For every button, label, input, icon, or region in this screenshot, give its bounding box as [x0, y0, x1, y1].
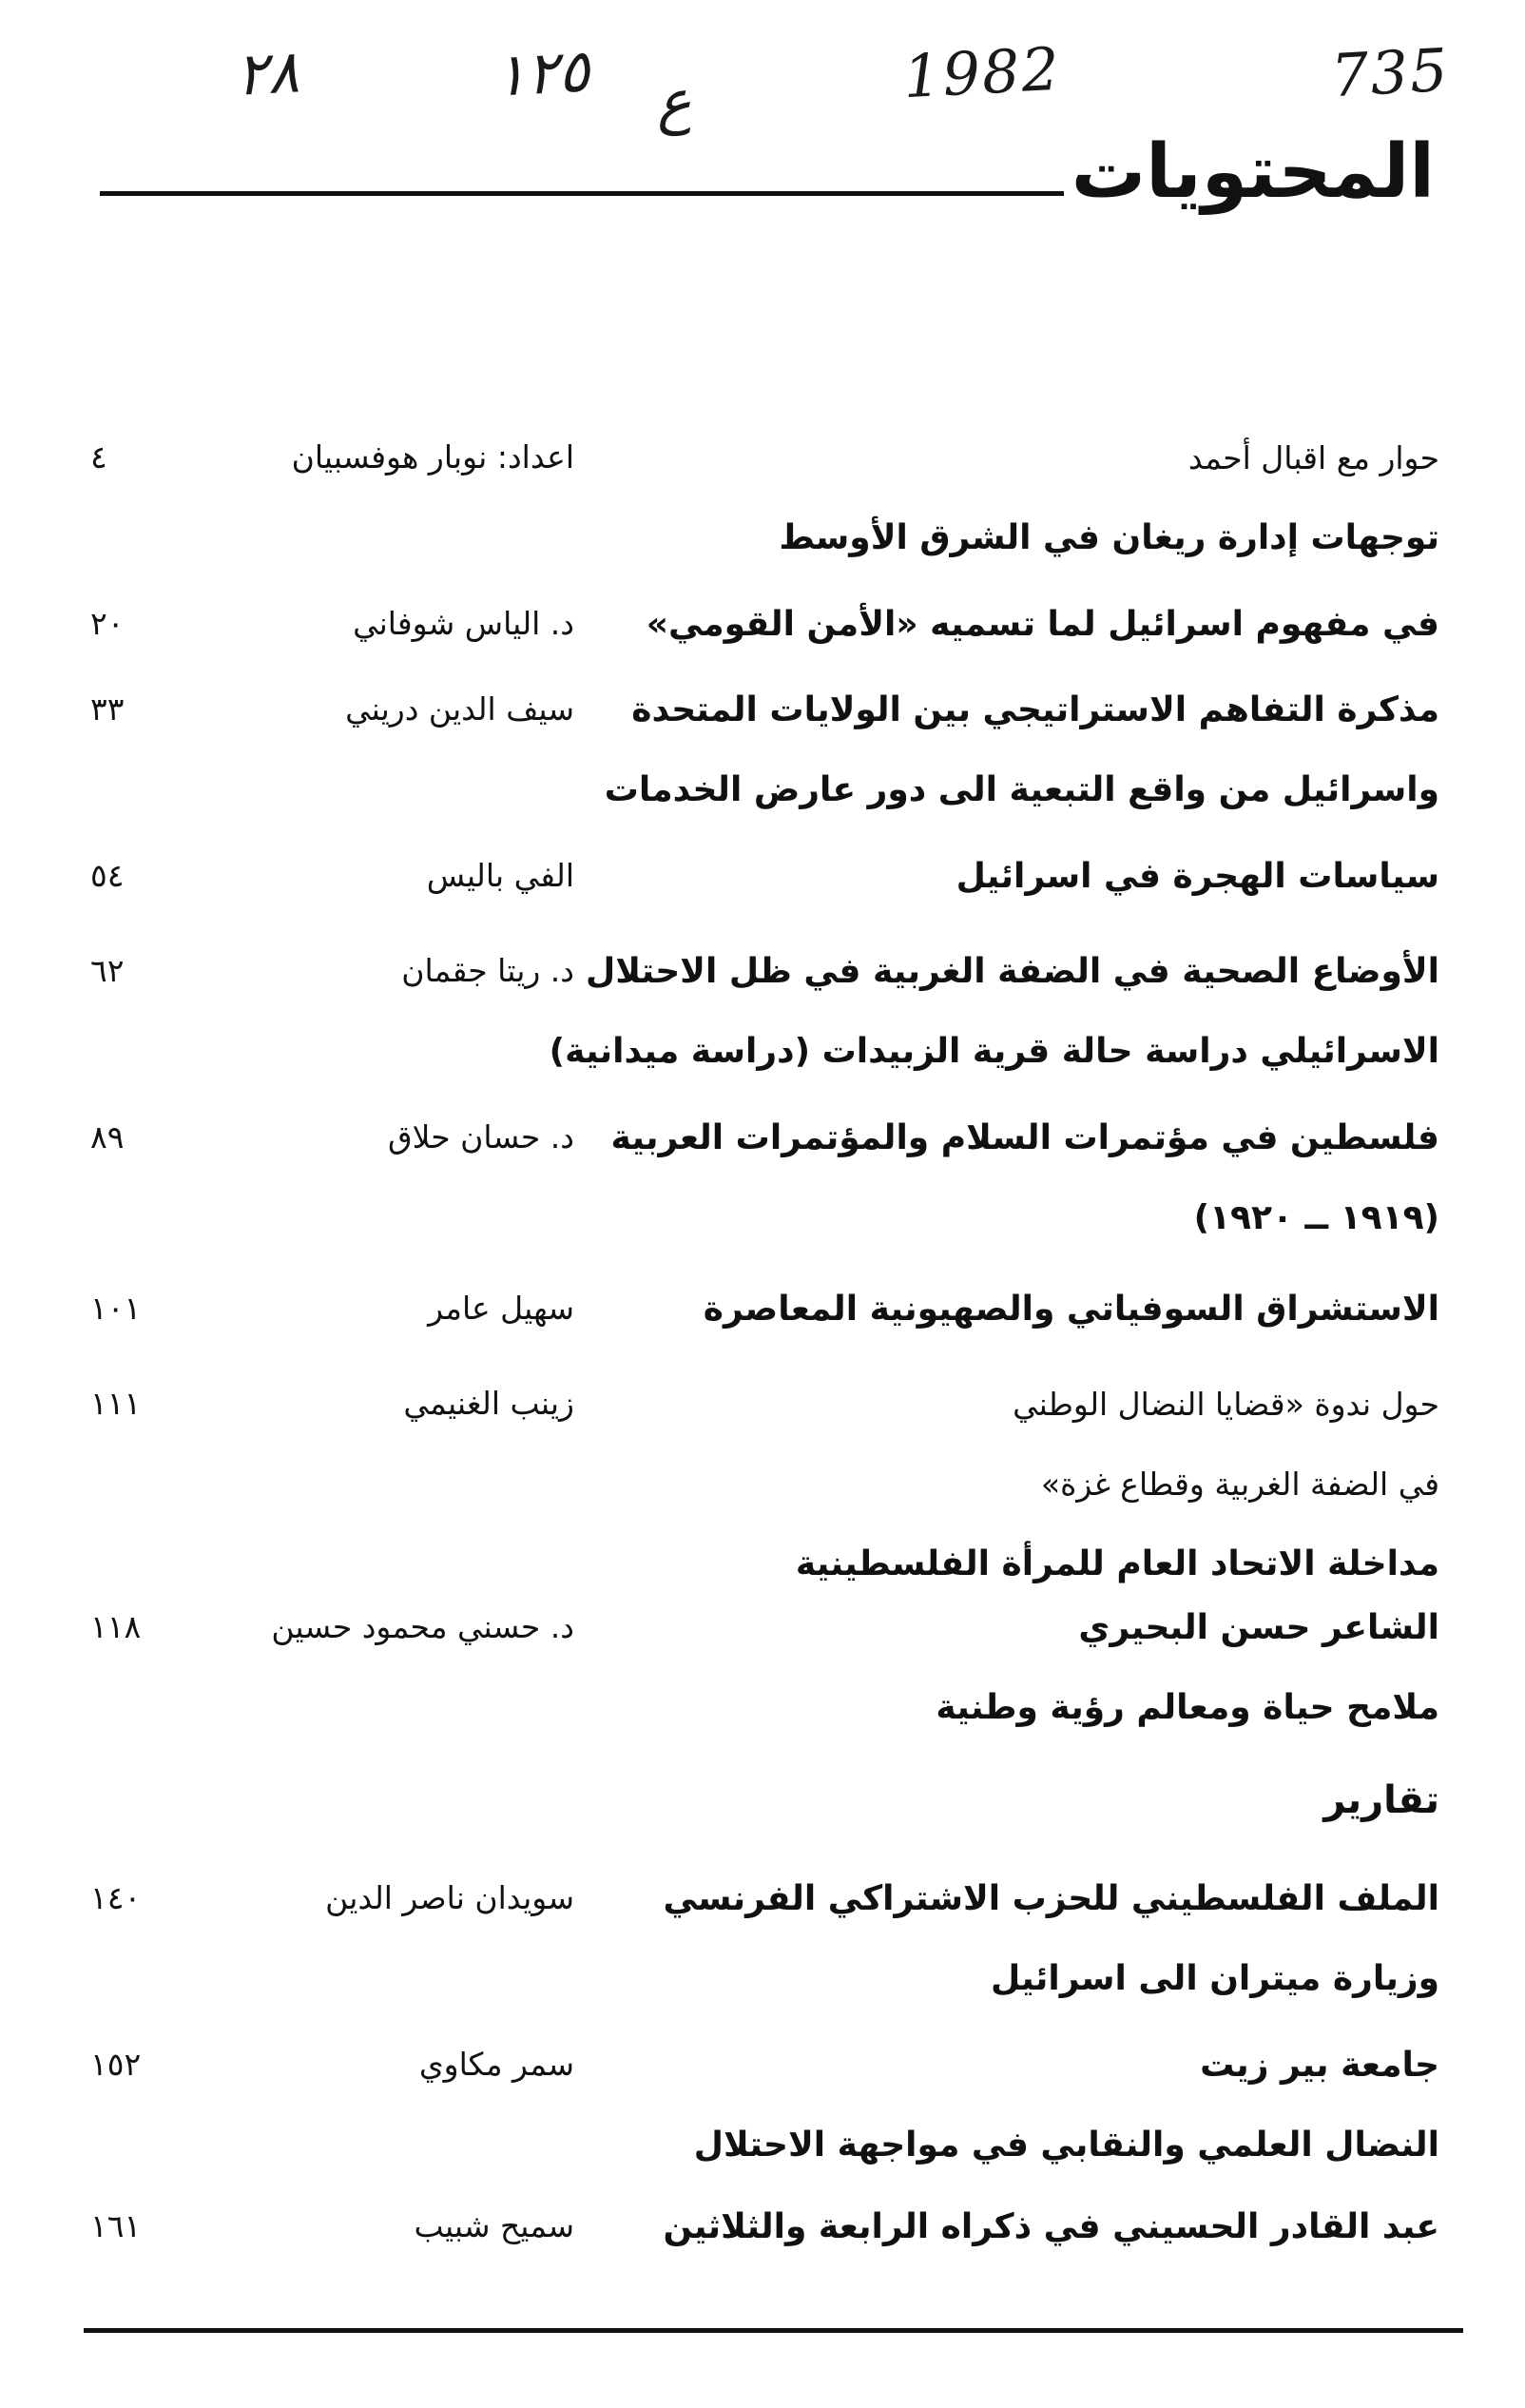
toc-entry [67, 1098, 1439, 1237]
entry-title-line: النضال العلمي والنقابي في مواجهة الاحتلال [693, 2126, 1439, 2165]
entry-title-line: عبد القادر الحسيني في ذكراه الرابعة والثلاثين [663, 2207, 1439, 2246]
entry-author: د. الياس شوفاني [353, 605, 574, 642]
toc-entry [67, 670, 1439, 809]
entry-title-line: توجهات إدارة ريغان في الشرق الأوسط [779, 518, 1439, 557]
entry-page-number: ٦٢ [90, 952, 125, 989]
handwritten-note: 735 [1329, 34, 1452, 111]
entry-titles [584, 1098, 1439, 1258]
entry-titles [584, 670, 1439, 830]
entry-title-line: وزيارة ميتران الى اسرائيل [991, 1959, 1439, 1998]
entry-title-line: مداخلة الاتحاد العام للمرأة الفلسطينية [795, 1544, 1439, 1583]
toc-entry [67, 1365, 1439, 1583]
entry-page-number: ١١١ [90, 1385, 142, 1422]
entry-author: د. حسني محمود حسين [271, 1608, 574, 1645]
entry-page-number: ١٦١ [90, 2207, 142, 2244]
title-rule [100, 191, 1064, 196]
report-entry [67, 2026, 1439, 2165]
entry-page-number: ٤ [90, 438, 107, 476]
entry-title-line: ملامح حياة ومعالم رؤية وطنية [936, 1688, 1439, 1727]
entry-title-line: في الضفة الغربية وقطاع غزة» [1040, 1466, 1439, 1503]
entry-page-number: ١١٨ [90, 1608, 142, 1645]
entry-titles [584, 1365, 1439, 1604]
entry-title-line: جامعة بير زيت [1200, 2046, 1439, 2085]
entry-titles [584, 2187, 1439, 2267]
entry-author: د. حسان حلاق [388, 1118, 574, 1155]
entry-author: سمر مكاوي [418, 2046, 574, 2083]
toc-entry [67, 1588, 1439, 1727]
toc-entry [67, 1270, 1439, 1329]
entry-titles [584, 1270, 1439, 1350]
bottom-rule [84, 2328, 1463, 2333]
entry-author: اعداد: نوبار هوفسبيان [291, 438, 574, 476]
entry-author: الفي باليس [426, 857, 574, 894]
entry-title-line: الاسرائيلي دراسة حالة قرية الزبيدات (دراسة ميدانية) [549, 1032, 1439, 1071]
entry-title-line: حوار مع اقبال أحمد [1187, 439, 1439, 476]
entry-titles [584, 2026, 1439, 2185]
entry-titles [584, 585, 1439, 665]
entry-title-line: الشاعر حسن البحيري [1078, 1608, 1439, 1647]
entry-title-line: فلسطين في مؤتمرات السلام والمؤتمرات العربية [610, 1118, 1439, 1157]
entry-author: سميح شبيب [414, 2207, 574, 2244]
entry-title-line: في مفهوم اسرائيل لما تسميه «الأمن القومي» [646, 605, 1439, 644]
entry-title-line: واسرائيل من واقع التبعية الى دور عارض الخدمات [604, 770, 1439, 809]
toc-entry [67, 585, 1439, 644]
entry-page-number: ١٠١ [90, 1290, 142, 1327]
entry-title-line: حول ندوة «قضايا النضال الوطني [1013, 1386, 1439, 1423]
entry-titles [584, 1859, 1439, 2019]
page-header [100, 114, 1435, 215]
entry-author: سيف الدين دريني [345, 690, 574, 728]
entry-page-number: ٢٠ [90, 605, 125, 642]
entry-title-line: الأوضاع الصحية في الضفة الغربية في ظل الاحتلال [585, 952, 1439, 991]
handwritten-note: ٢٨ [234, 36, 301, 109]
entry-title-line: الملف الفلسطيني للحزب الاشتراكي الفرنسي [663, 1879, 1439, 1918]
entry-author: د. ريتا جقمان [401, 952, 574, 989]
entry-page-number: ٨٩ [90, 1118, 125, 1155]
entry-author: سهيل عامر [428, 1290, 574, 1327]
section-heading-reports: تقارير [1323, 1778, 1439, 1822]
report-entry [67, 1859, 1439, 1998]
toc-entry [67, 932, 1439, 1071]
entry-page-number: ١٥٢ [90, 2046, 142, 2083]
entry-page-number: ٣٣ [90, 690, 125, 728]
handwritten-note: ع [654, 66, 693, 137]
entry-title-line: (١٩١٩ ــ ١٩٢٠) [1193, 1198, 1439, 1237]
entry-author: زينب الغنيمي [403, 1385, 574, 1422]
report-entry [67, 2187, 1439, 2246]
entry-titles [584, 837, 1439, 917]
entry-titles [549, 932, 1439, 1092]
entry-title-line: الاستشراق السوفياتي والصهيونية المعاصرة [703, 1290, 1439, 1329]
entry-page-number: ١٤٠ [90, 1879, 142, 1916]
entry-titles [584, 1588, 1439, 1748]
page-title: المحتويات [1071, 129, 1435, 215]
toc-entry [67, 837, 1439, 896]
toc-entry [67, 418, 1439, 557]
handwritten-note: ١٢٥ [492, 35, 591, 110]
entry-title-line: مذكرة التفاهم الاستراتيجي بين الولايات المتحدة [631, 690, 1439, 729]
entry-page-number: ٥٤ [90, 857, 125, 894]
entry-title-line: سياسات الهجرة في اسرائيل [956, 857, 1439, 896]
handwritten-note: 1982 [901, 33, 1063, 112]
entry-author: سويدان ناصر الدين [325, 1879, 574, 1916]
entry-titles [584, 418, 1439, 578]
